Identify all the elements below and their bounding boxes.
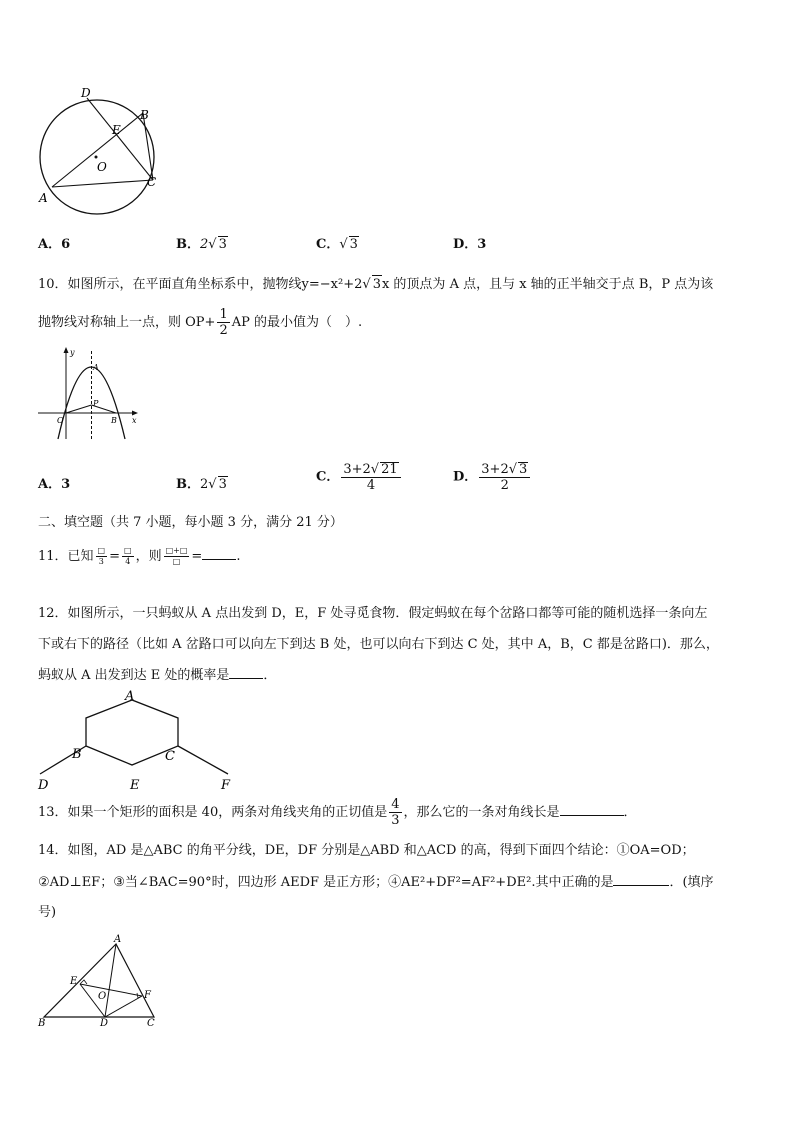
label-c: C xyxy=(165,749,175,764)
numerator: 4 xyxy=(391,797,400,812)
q12-text-a: 蚂蚁从 A 出发到达 E 处的概率是 xyxy=(38,668,230,683)
label-e: E xyxy=(112,123,121,137)
q10-option-c[interactable] xyxy=(316,462,403,492)
label-a: A xyxy=(93,363,99,372)
q9-option-d[interactable]: D．3 xyxy=(453,237,487,252)
label-b: B xyxy=(111,416,117,425)
q11-answer-blank[interactable] xyxy=(202,559,236,560)
q10-line1: 10．如图所示，在平面直角坐标系中，抛物线y=−x²+2√ 3x 的顶点为 A 点，且与 x 轴的正半轴交于点 B，P 点为该 xyxy=(38,277,714,292)
numerator-radicand: 3 xyxy=(519,462,528,477)
path-c-f xyxy=(178,746,228,774)
y-arrow xyxy=(64,347,69,353)
option-label: D． xyxy=(453,469,478,485)
label-d: D xyxy=(81,86,91,100)
chord-ac xyxy=(52,180,153,187)
segment-ef xyxy=(80,984,142,996)
numerator-prefix: 3+2 xyxy=(481,462,509,477)
q11-fraction-3 xyxy=(164,547,190,566)
q14-line1: 14．如图，AD 是△ABC 的角平分线，DE，DF 分别是△ABD 和△ACD 的高，得到下面四个结论：①OA=OD； xyxy=(38,843,695,858)
radicand: 3 xyxy=(218,237,227,252)
q13-answer-blank[interactable] xyxy=(560,815,624,816)
q12-line1: 12．如图所示，一只蚂蚁从 A 点出发到 D，E，F 处寻觅食物．假定蚂蚁在每个岔路口都等可能的随机选择一条向左 xyxy=(38,606,708,621)
q10-line2 xyxy=(38,306,362,340)
section-heading: 二、填空题（共 7 小题，每小题 3 分，满分 21 分） xyxy=(38,515,343,530)
label-c: C xyxy=(147,1018,155,1027)
q11-text-b: ，则 xyxy=(135,549,162,564)
q12-text-b: ． xyxy=(263,668,277,683)
q10-radicand: 3 xyxy=(372,277,381,292)
q13-line xyxy=(38,796,637,830)
q9-option-b[interactable]: B．2√ 3 xyxy=(176,237,227,252)
label-x: x xyxy=(132,416,137,425)
q10-fraction xyxy=(217,308,229,337)
q12-path-figure xyxy=(32,688,237,793)
segment-df xyxy=(105,996,142,1017)
option-c-fraction: $\frac{3+2√ 21}{4}$ xyxy=(341,462,400,492)
q11-text-a: 11．已知 xyxy=(38,549,94,564)
option-d-fraction: $\frac{3+2√ 3}{2}$ xyxy=(479,462,530,492)
q11-text-c: = xyxy=(191,549,203,564)
label-b: B xyxy=(38,1018,46,1027)
denominator: 3 xyxy=(391,813,400,828)
q13-text-c: ． xyxy=(623,805,637,820)
q10-text-d: AP 的最小值为（ ）. xyxy=(231,315,363,330)
numerator-prefix: 3+2 xyxy=(343,462,371,477)
option-label: C． xyxy=(316,469,340,485)
denominator: 2 xyxy=(500,478,509,493)
q10-text-c: 抛物线对称轴上一点，则 OP+ xyxy=(38,315,216,330)
coef: 2 xyxy=(200,237,209,252)
label-b: B xyxy=(72,747,82,762)
q10-text-a: 10．如图所示，在平面直角坐标系中，抛物线y=−x²+2 xyxy=(38,277,363,292)
q11-eq: = xyxy=(109,549,121,564)
q14-text-a: ②AD⊥EF；③当∠BAC=90°时，四边形 AEDF 是正方形；④AE²+DF²=AF²+DE².其中正确的是 xyxy=(38,875,614,890)
denominator: 2 xyxy=(219,323,228,338)
q11-fraction-1 xyxy=(96,547,108,566)
label-d: D xyxy=(38,778,49,793)
q11-fraction-2 xyxy=(122,547,134,566)
q10-option-d[interactable] xyxy=(453,462,532,492)
label-d: D xyxy=(100,1018,109,1027)
numerator: □ xyxy=(124,546,132,555)
triangle-abc xyxy=(44,944,154,1017)
numerator: 1 xyxy=(219,307,228,322)
q10-parabola-figure xyxy=(35,343,145,443)
q14-line2 xyxy=(38,874,714,892)
segment-ad xyxy=(105,944,116,1017)
segment-op xyxy=(66,405,92,413)
x-arrow xyxy=(132,411,138,416)
q14-triangle-figure xyxy=(34,932,164,1027)
denominator: □ xyxy=(172,557,181,566)
radicand: 3 xyxy=(349,237,358,252)
q14-text-b: ．(填序 xyxy=(669,875,714,890)
label-p: P xyxy=(93,399,99,408)
q11-line xyxy=(38,542,240,572)
label-e: E xyxy=(130,778,140,793)
right-angle-e xyxy=(80,980,87,984)
q10-option-b[interactable]: B．2√ 3 xyxy=(176,477,227,492)
label-b: B xyxy=(140,108,149,122)
option-label: C． xyxy=(316,237,340,252)
q13-text-b: ，那么它的一条对角线长是 xyxy=(403,805,560,820)
label-a: A xyxy=(125,689,135,704)
radicand: 3 xyxy=(218,477,227,492)
q10-option-a[interactable]: A．3 xyxy=(38,477,71,492)
label-a: A xyxy=(114,934,122,945)
label-f: F xyxy=(144,990,151,1001)
coef: 2 xyxy=(200,477,209,492)
label-o: O xyxy=(98,991,107,1002)
numerator-radicand: 21 xyxy=(381,462,398,477)
denominator: 4 xyxy=(125,557,131,566)
q14-line3: 号) xyxy=(38,905,57,920)
q11-text-d: . xyxy=(236,549,241,564)
label-a: A xyxy=(39,191,48,205)
center-dot xyxy=(95,156,98,159)
q9-option-c[interactable]: C．√ 3 xyxy=(316,237,358,252)
numerator: □ xyxy=(97,546,106,555)
numerator: □+□ xyxy=(165,546,188,555)
q14-answer-blank[interactable] xyxy=(613,885,669,886)
denominator: 4 xyxy=(366,478,376,493)
q10-text-b: x 的顶点为 A 点，且与 x 轴的正半轴交于点 B，P 点为该 xyxy=(381,277,714,292)
q13-fraction xyxy=(389,798,401,827)
label-c: C xyxy=(147,175,157,189)
label-f: F xyxy=(221,778,231,793)
q9-circle-figure xyxy=(30,80,170,215)
label-o: O xyxy=(97,160,107,174)
q12-answer-blank[interactable] xyxy=(229,678,263,679)
option-label: B． xyxy=(176,477,200,492)
option-label: B． xyxy=(176,237,200,252)
q12-line2: 下或右下的路径（比如 A 岔路口可以向左下到达 B 处，也可以向右下到达 C 处，其中 A，B，C 都是岔路口)．那么， xyxy=(38,637,719,652)
label-y: y xyxy=(70,348,75,357)
denominator: 3 xyxy=(98,557,104,566)
q12-line3 xyxy=(38,667,276,685)
q13-text-a: 13．如果一个矩形的面积是 40，两条对角线夹角的正切值是 xyxy=(38,805,388,820)
q9-option-a[interactable]: A．6 xyxy=(38,237,71,252)
label-e: E xyxy=(70,976,78,987)
label-o: O xyxy=(57,416,64,425)
